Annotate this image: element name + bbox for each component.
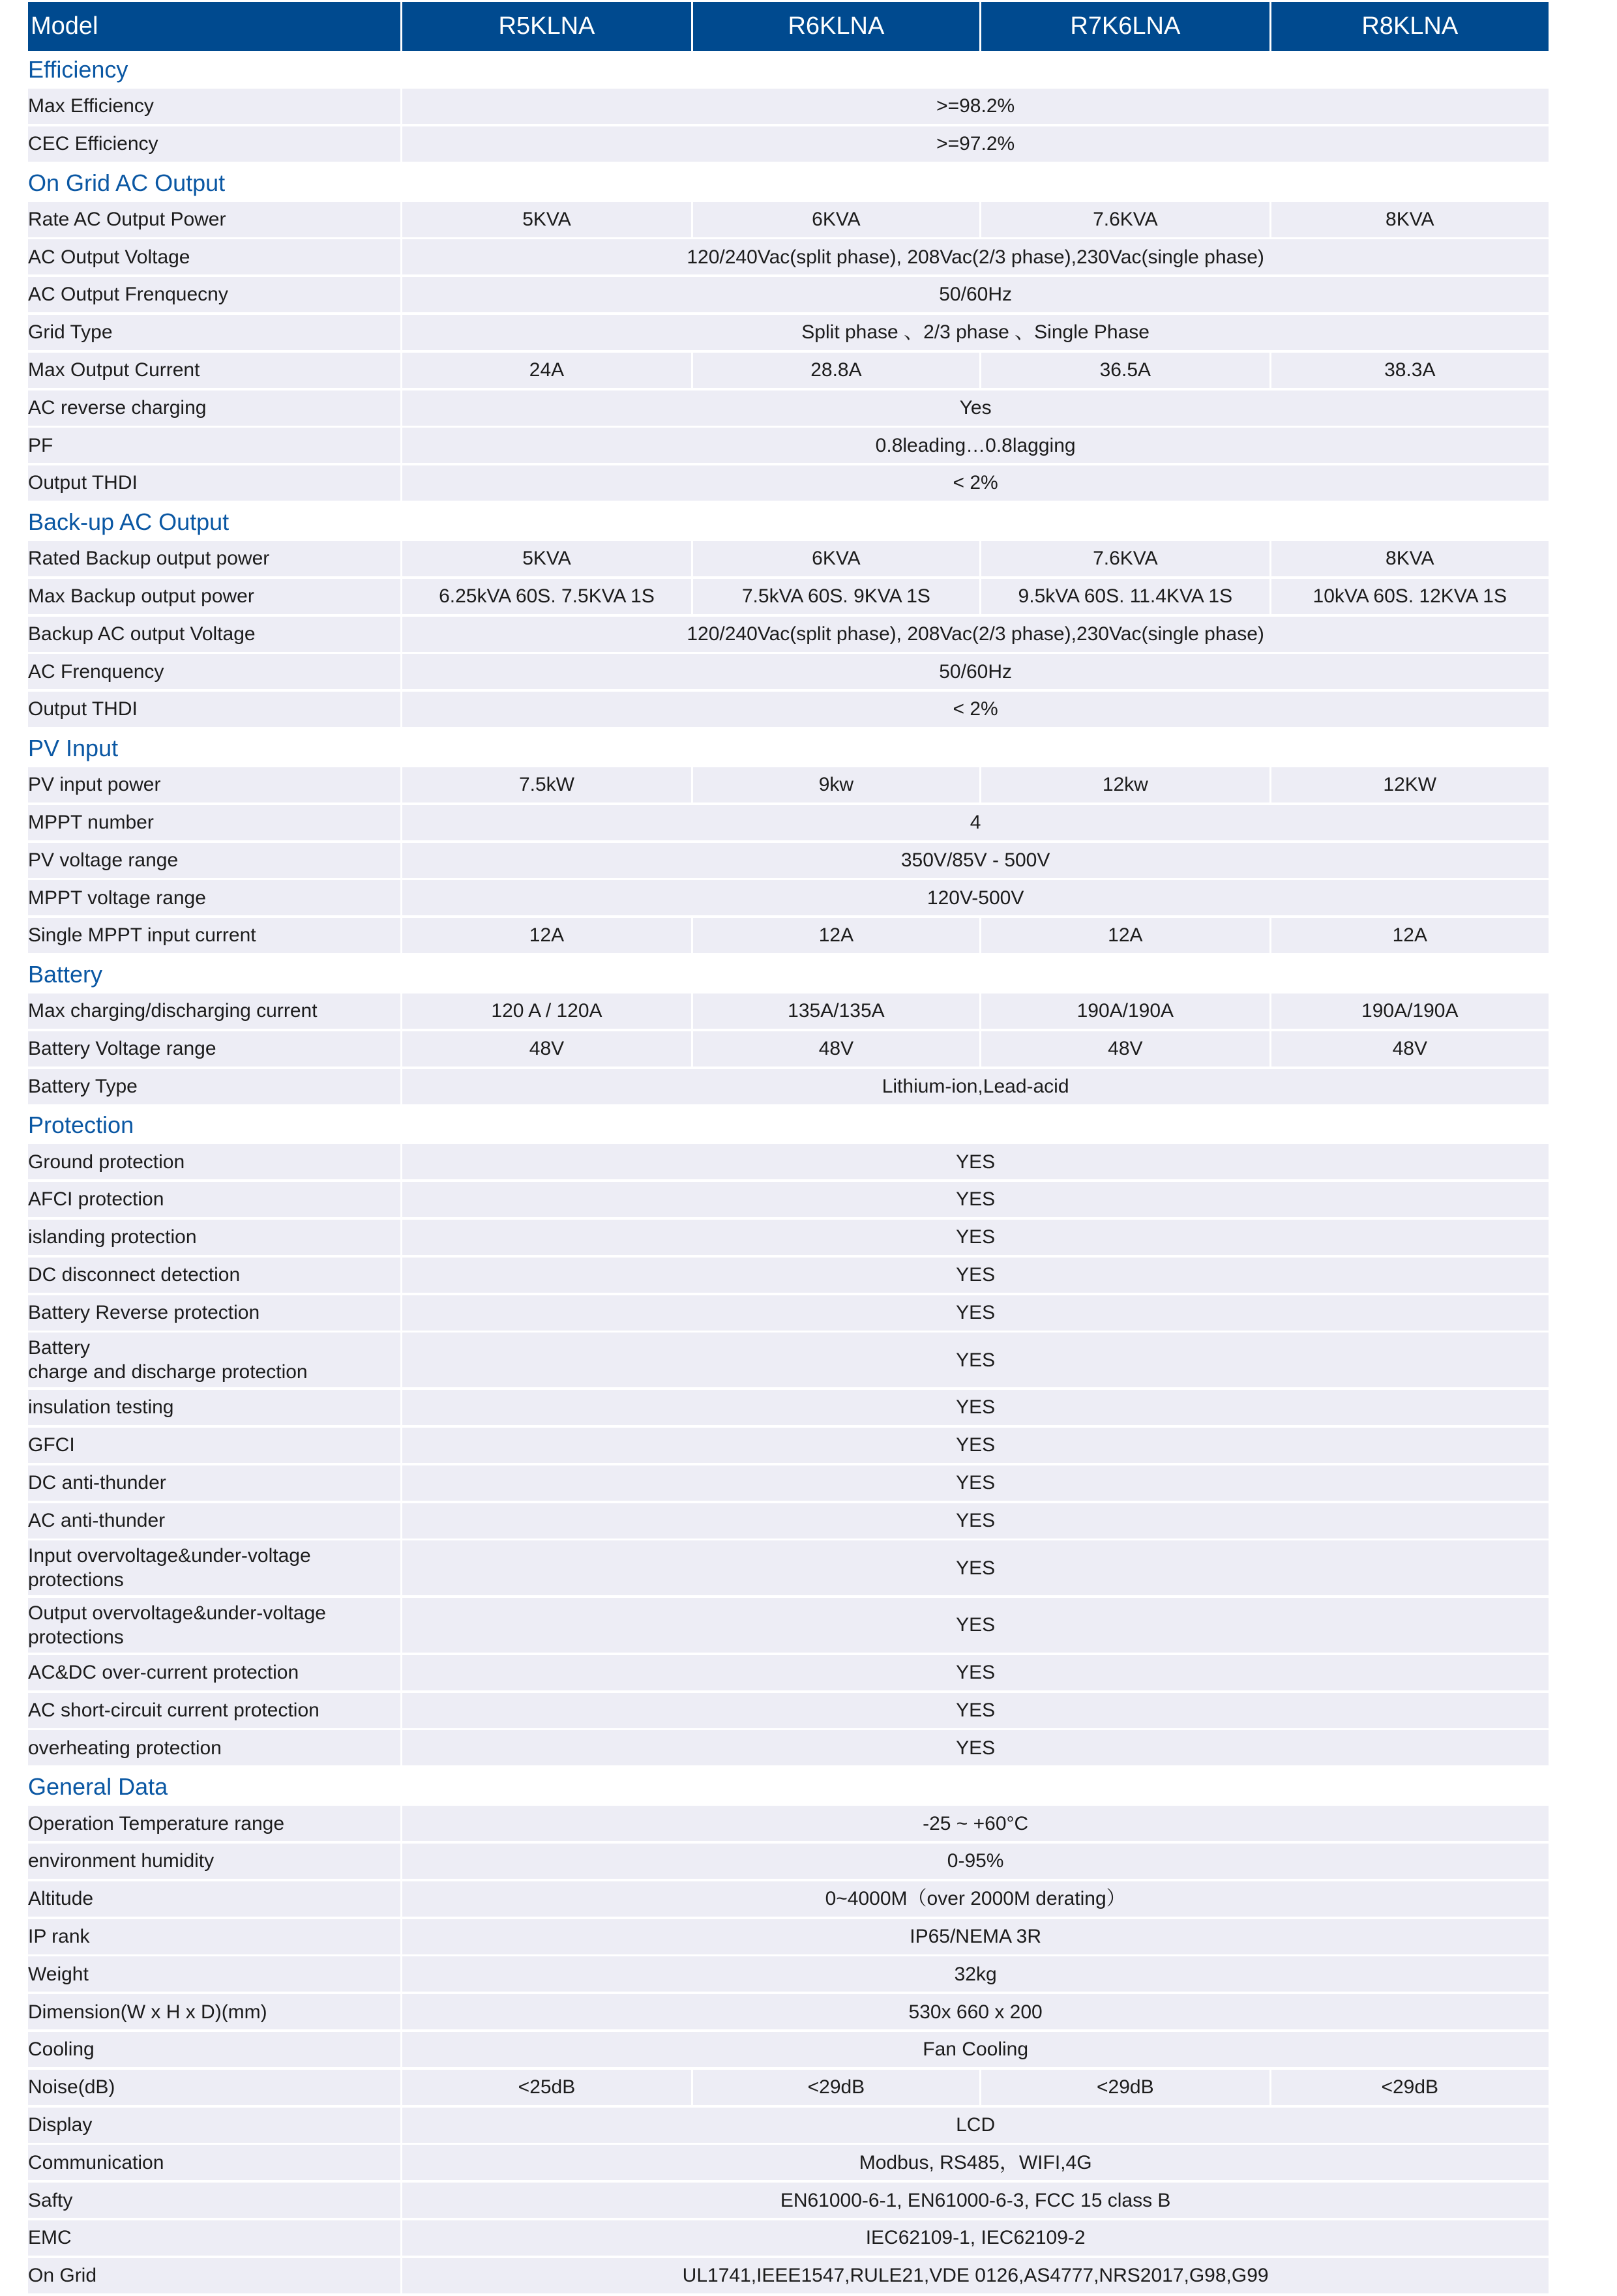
row-value-r8klna: 12A — [1271, 918, 1549, 953]
row-label: Output THDI — [28, 465, 400, 501]
table-row — [28, 1693, 1549, 1728]
row-value-all-models: YES — [402, 1390, 1549, 1425]
row-value-all-models: 120V-500V — [402, 880, 1549, 915]
table-row — [28, 1295, 1549, 1331]
row-label: Output THDI — [28, 692, 400, 727]
section-title-back-up-ac-output: Back-up AC Output — [28, 508, 230, 535]
row-label: AC short-circuit current protection — [28, 1693, 400, 1728]
row-label: AC Frenquency — [28, 654, 400, 689]
row-label: AC Output Voltage — [28, 239, 400, 274]
table-row — [28, 692, 1549, 727]
row-label: Max Output Current — [28, 353, 400, 388]
header-model-r7k6lna: R7K6LNA — [981, 2, 1269, 51]
header-model-r8klna: R8KLNA — [1271, 2, 1549, 51]
table-row — [28, 2032, 1549, 2067]
row-value-all-models: 0-95% — [402, 1844, 1549, 1879]
row-value-all-models: UL1741,IEEE1547,RULE21,VDE 0126,AS4777,NRS2017,G98,G99 — [402, 2258, 1549, 2293]
table-row — [28, 1994, 1549, 2029]
table-row — [28, 1390, 1549, 1425]
row-value-r8klna: 8KVA — [1271, 202, 1549, 237]
row-label: Output overvoltage&under-voltage protections — [28, 1598, 400, 1653]
row-value-all-models: 50/60Hz — [402, 277, 1549, 312]
row-value-r6klna: 28.8A — [693, 353, 979, 388]
row-value-all-models: 350V/85V - 500V — [402, 843, 1549, 878]
row-value-all-models: EN61000-6-1, EN61000-6-3, FCC 15 class B — [402, 2183, 1549, 2218]
row-value-all-models: 50/60Hz — [402, 654, 1549, 689]
table-row — [28, 1031, 1549, 1067]
row-value-r6klna: 135A/135A — [693, 993, 979, 1029]
row-label: Rate AC Output Power — [28, 202, 400, 237]
section-title-battery: Battery — [28, 960, 103, 988]
row-value-r7k6lna: 12kw — [981, 767, 1269, 802]
row-label: Operation Temperature range — [28, 1806, 400, 1841]
row-label: Max Efficiency — [28, 89, 400, 124]
row-label: MPPT number — [28, 805, 400, 840]
row-value-r6klna: 9kw — [693, 767, 979, 802]
row-value-all-models: 4 — [402, 805, 1549, 840]
table-row — [28, 2183, 1549, 2218]
table-row — [28, 805, 1549, 840]
row-value-r8klna: 38.3A — [1271, 353, 1549, 388]
spec-table — [28, 2, 1549, 2296]
table-row — [28, 1956, 1549, 1992]
table-row — [28, 353, 1549, 388]
row-value-all-models: 120/240Vac(split phase), 208Vac(2/3 phase),230Vac(single phase) — [402, 617, 1549, 652]
table-row — [28, 1881, 1549, 1917]
row-value-r7k6lna: <29dB — [981, 2070, 1269, 2105]
table-row — [28, 277, 1549, 312]
row-value-all-models: LCD — [402, 2108, 1549, 2143]
row-label: AC&DC over-current protection — [28, 1655, 400, 1690]
row-label: Max charging/discharging current — [28, 993, 400, 1029]
table-row — [28, 202, 1549, 237]
row-value-r7k6lna: 7.6KVA — [981, 541, 1269, 576]
row-label: Altitude — [28, 1881, 400, 1917]
section-title-efficiency: Efficiency — [28, 56, 128, 83]
row-label: Max Backup output power — [28, 579, 400, 614]
table-row — [28, 1144, 1549, 1179]
row-value-all-models: 530x 660 x 200 — [402, 1994, 1549, 2029]
row-value-r7k6lna: 190A/190A — [981, 993, 1269, 1029]
table-row — [28, 1465, 1549, 1501]
row-value-r5klna: <25dB — [402, 2070, 690, 2105]
row-value-r6klna: 6KVA — [693, 202, 979, 237]
row-label: Safty — [28, 2183, 400, 2218]
table-row — [28, 465, 1549, 501]
row-value-all-models: YES — [402, 1465, 1549, 1501]
table-row — [28, 1806, 1549, 1841]
row-value-all-models: Fan Cooling — [402, 2032, 1549, 2067]
table-row — [28, 1598, 1549, 1653]
row-label: Rated Backup output power — [28, 541, 400, 576]
table-row — [28, 843, 1549, 878]
row-value-all-models: YES — [402, 1693, 1549, 1728]
row-value-r5klna: 6.25kVA 60S. 7.5KVA 1S — [402, 579, 690, 614]
row-value-all-models: YES — [402, 1220, 1549, 1255]
table-body — [28, 51, 1549, 2293]
row-value-r7k6lna: 9.5kVA 60S. 11.4KVA 1S — [981, 579, 1269, 614]
row-value-all-models: >=97.2% — [402, 126, 1549, 162]
table-row — [28, 1655, 1549, 1690]
table-row — [28, 390, 1549, 426]
table-row — [28, 2070, 1549, 2105]
row-value-r6klna: 12A — [693, 918, 979, 953]
table-row — [28, 617, 1549, 652]
row-label: Ground protection — [28, 1144, 400, 1179]
table-row — [28, 1540, 1549, 1595]
row-label: PF — [28, 428, 400, 463]
row-label: MPPT voltage range — [28, 880, 400, 915]
table-row — [28, 767, 1549, 802]
row-label: AC Output Frenquecny — [28, 277, 400, 312]
row-value-all-models: YES — [402, 1144, 1549, 1179]
table-row — [28, 654, 1549, 689]
table-row — [28, 918, 1549, 953]
row-label: Dimension(W x H x D)(mm) — [28, 1994, 400, 2029]
row-label: Battery Reverse protection — [28, 1295, 400, 1331]
row-label: AC anti-thunder — [28, 1503, 400, 1538]
table-row — [28, 1503, 1549, 1538]
row-label: IP rank — [28, 1919, 400, 1954]
row-label: Battery Voltage range — [28, 1031, 400, 1067]
row-value-r8klna: 8KVA — [1271, 541, 1549, 576]
row-value-all-models: Split phase 、2/3 phase 、Single Phase — [402, 315, 1549, 350]
header-model-r5klna: R5KLNA — [402, 2, 690, 51]
row-value-all-models: YES — [402, 1182, 1549, 1217]
row-label: DC disconnect detection — [28, 1258, 400, 1293]
row-label: On Grid — [28, 2258, 400, 2293]
row-label: Input overvoltage&under-voltage protections — [28, 1540, 400, 1595]
table-row — [28, 1220, 1549, 1255]
row-label: Display — [28, 2108, 400, 2143]
row-label: insulation testing — [28, 1390, 400, 1425]
row-value-all-models: Modbus, RS485，WIFI,4G — [402, 2145, 1549, 2180]
table-row — [28, 1844, 1549, 1879]
table-row — [28, 1182, 1549, 1217]
row-value-r8klna: 48V — [1271, 1031, 1549, 1067]
row-value-all-models: YES — [402, 1428, 1549, 1463]
row-value-r7k6lna: 36.5A — [981, 353, 1269, 388]
row-label: Cooling — [28, 2032, 400, 2067]
row-value-r5klna: 7.5kW — [402, 767, 690, 802]
row-value-r6klna: 6KVA — [693, 541, 979, 576]
row-value-r5klna: 24A — [402, 353, 690, 388]
row-value-r6klna: <29dB — [693, 2070, 979, 2105]
row-value-r8klna: 10kVA 60S. 12KVA 1S — [1271, 579, 1549, 614]
table-row — [28, 1332, 1549, 1387]
row-value-all-models: 32kg — [402, 1956, 1549, 1992]
row-label: Communication — [28, 2145, 400, 2180]
table-row — [28, 315, 1549, 350]
row-label: EMC — [28, 2220, 400, 2256]
section-title-on-grid-ac-output: On Grid AC Output — [28, 169, 226, 196]
row-label: Backup AC output Voltage — [28, 617, 400, 652]
row-label: islanding protection — [28, 1220, 400, 1255]
row-label: Battery Type — [28, 1069, 400, 1104]
row-value-r7k6lna: 48V — [981, 1031, 1269, 1067]
table-row — [28, 1428, 1549, 1463]
row-value-all-models: YES — [402, 1503, 1549, 1538]
row-label: GFCI — [28, 1428, 400, 1463]
table-row — [28, 239, 1549, 274]
row-value-all-models: 120/240Vac(split phase), 208Vac(2/3 phase),230Vac(single phase) — [402, 239, 1549, 274]
row-value-r8klna: 12KW — [1271, 767, 1549, 802]
section-title-protection: Protection — [28, 1111, 134, 1139]
row-value-all-models: YES — [402, 1598, 1549, 1653]
row-value-all-models: >=98.2% — [402, 89, 1549, 124]
table-row — [28, 993, 1549, 1029]
row-value-all-models: Yes — [402, 390, 1549, 426]
row-label: CEC Efficiency — [28, 126, 400, 162]
table-row — [28, 428, 1549, 463]
table-row — [28, 126, 1549, 162]
table-row — [28, 2108, 1549, 2143]
row-value-all-models: YES — [402, 1655, 1549, 1690]
table-row — [28, 541, 1549, 576]
row-value-all-models: 0.8leading…0.8lagging — [402, 428, 1549, 463]
row-label: AFCI protection — [28, 1182, 400, 1217]
row-value-r5klna: 48V — [402, 1031, 690, 1067]
table-row — [28, 579, 1549, 614]
row-value-r8klna: 190A/190A — [1271, 993, 1549, 1029]
row-value-r5klna: 120 A / 120A — [402, 993, 690, 1029]
row-value-all-models: < 2% — [402, 465, 1549, 501]
row-value-all-models: IEC62109-1, IEC62109-2 — [402, 2220, 1549, 2256]
row-value-all-models: 0~4000M（over 2000M derating） — [402, 1881, 1549, 1917]
table-header — [28, 2, 1549, 51]
table-row — [28, 880, 1549, 915]
row-label: Battery charge and discharge protection — [28, 1332, 400, 1387]
row-value-all-models: YES — [402, 1295, 1549, 1331]
table-row — [28, 1730, 1549, 1765]
row-value-r7k6lna: 7.6KVA — [981, 202, 1269, 237]
row-value-all-models: YES — [402, 1332, 1549, 1387]
table-row — [28, 89, 1549, 124]
row-label: environment humidity — [28, 1844, 400, 1879]
row-value-r5klna: 5KVA — [402, 541, 690, 576]
table-row — [28, 2220, 1549, 2256]
table-row — [28, 2145, 1549, 2180]
header-model-r6klna: R6KLNA — [693, 2, 979, 51]
row-value-all-models: -25 ~ +60°C — [402, 1806, 1549, 1841]
row-label: PV input power — [28, 767, 400, 802]
section-title-general-data: General Data — [28, 1773, 168, 1801]
row-value-all-models: < 2% — [402, 692, 1549, 727]
row-label: PV voltage range — [28, 843, 400, 878]
row-value-all-models: Lithium-ion,Lead-acid — [402, 1069, 1549, 1104]
row-value-all-models: YES — [402, 1730, 1549, 1765]
row-value-r6klna: 48V — [693, 1031, 979, 1067]
row-value-r6klna: 7.5kVA 60S. 9KVA 1S — [693, 579, 979, 614]
row-label: overheating protection — [28, 1730, 400, 1765]
table-row — [28, 1258, 1549, 1293]
row-value-all-models: IP65/NEMA 3R — [402, 1919, 1549, 1954]
row-label: Weight — [28, 1956, 400, 1992]
row-value-r7k6lna: 12A — [981, 918, 1269, 953]
row-value-r5klna: 5KVA — [402, 202, 690, 237]
table-row — [28, 1069, 1549, 1104]
row-value-all-models: YES — [402, 1258, 1549, 1293]
row-label: Grid Type — [28, 315, 400, 350]
table-row — [28, 2258, 1549, 2293]
row-value-all-models: YES — [402, 1540, 1549, 1595]
row-label: AC reverse charging — [28, 390, 400, 426]
row-value-r5klna: 12A — [402, 918, 690, 953]
row-label: DC anti-thunder — [28, 1465, 400, 1501]
header-model-label: Model — [28, 2, 400, 51]
section-title-pv-input: PV Input — [28, 734, 119, 761]
row-label: Noise(dB) — [28, 2070, 400, 2105]
row-value-r8klna: <29dB — [1271, 2070, 1549, 2105]
row-label: Single MPPT input current — [28, 918, 400, 953]
table-row — [28, 1919, 1549, 1954]
